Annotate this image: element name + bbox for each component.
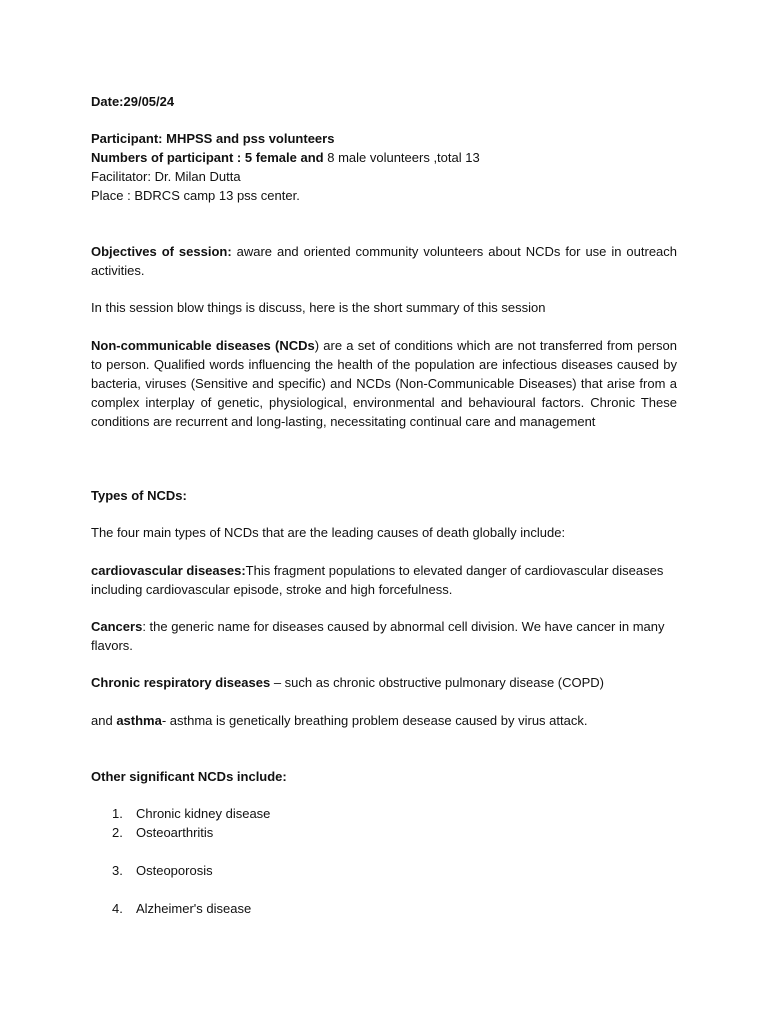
numbers-line: Numbers of participant : 5 female and 8 male volunteers ,total 13 xyxy=(91,150,480,165)
objectives-paragraph: Objectives of session: aware and oriented community volunteers about NCDs for use in outreach activities. xyxy=(91,244,678,278)
place-line: Place : BDRCS camp 13 pss center. xyxy=(91,188,300,203)
other-list-b xyxy=(112,861,213,880)
participant-line: Participant: MHPSS and pss volunteers xyxy=(91,131,335,146)
date-line: Date:29/05/24 xyxy=(91,94,175,109)
types-intro: The four main types of NCDs that are the leading causes of death globally include: xyxy=(91,525,566,540)
types-heading: Types of NCDs: xyxy=(91,488,187,503)
other-list-a xyxy=(112,804,270,842)
header-block xyxy=(91,129,677,205)
list-item: 1. Chronic kidney disease xyxy=(112,806,271,821)
intro-paragraph: In this session blow things is discuss, here is the short summary of this session xyxy=(91,300,546,315)
list-item: 2. Osteoarthritis xyxy=(112,825,214,840)
other-list-c xyxy=(112,899,251,918)
asthma-paragraph: and asthma- asthma is genetically breathing problem desease caused by virus attack. xyxy=(91,713,588,728)
cancers-paragraph: Cancers: the generic name for diseases caused by abnormal cell division. We have cancer in many flavors. xyxy=(91,619,665,653)
other-heading: Other significant NCDs include: xyxy=(91,769,287,784)
ncd-definition-paragraph: Non-communicable diseases (NCDs) are a set of conditions which are not transferred from person to person. Qualified words influencing the health of the population are infectious diseases caused by bacteria, viruses (Sensitive and specific) and NCDs (Non-Communicable Diseases) that arise from a complex interplay of genetic, physiological, environmental and behavioural factors. Chronic These conditions are recurrent and long-lasting, necessitating continual care and management xyxy=(91,338,677,429)
list-item: 3. Osteoporosis xyxy=(112,863,213,878)
facilitator-line: Facilitator: Dr. Milan Dutta xyxy=(91,169,241,184)
respiratory-paragraph: Chronic respiratory diseases – such as chronic obstructive pulmonary disease (COPD) xyxy=(91,675,605,690)
list-item: 4. Alzheimer's disease xyxy=(112,901,252,916)
cardio-paragraph: cardiovascular diseases:This fragment populations to elevated danger of cardiovascular diseases including cardiovascular episode, stroke and high forcefulness. xyxy=(91,563,664,597)
